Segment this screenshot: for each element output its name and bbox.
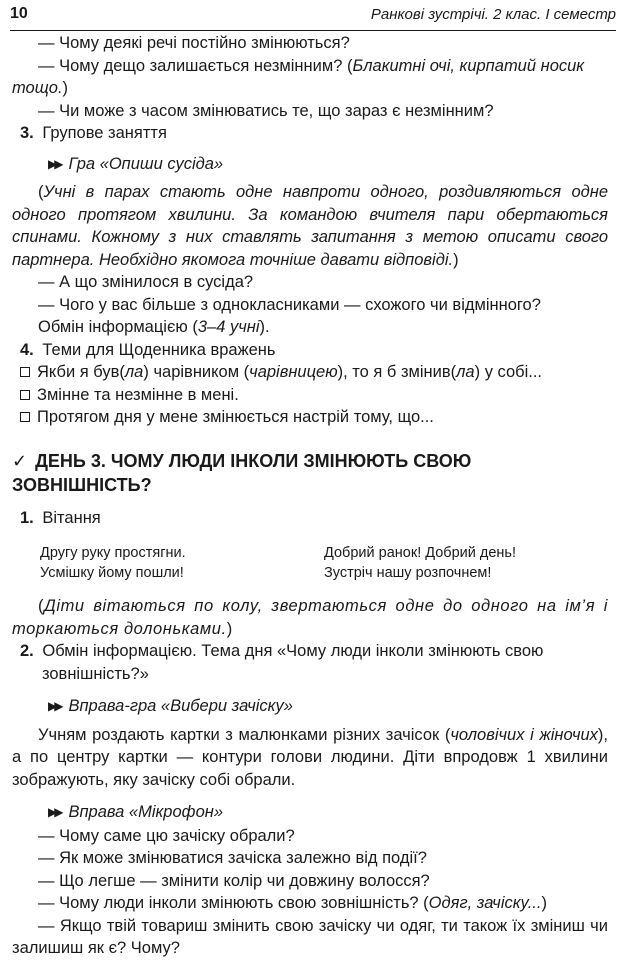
poem-right-column bbox=[324, 543, 608, 583]
page-header bbox=[10, 4, 616, 31]
item-4-heading: 4. Теми для Щоденника вражень bbox=[20, 340, 276, 359]
greeting-instructions: (Діти вітаються по колу, звертаються одне до одного на ім’я і торкаються долоньками.) bbox=[12, 597, 608, 638]
game-title: ▶▶ Гра «Опиши сусіда» bbox=[48, 154, 224, 173]
double-arrow-icon: ▶▶ bbox=[48, 805, 61, 819]
exchange-info: Обмін інформацією (3–4 учні). bbox=[38, 318, 270, 336]
mic-question-1: — Чому саме цю зачіску обрали? bbox=[38, 826, 295, 845]
mic-question-2: — Як може змінюватися зачіска залежно від події? bbox=[38, 849, 427, 867]
day-3-title: ✓ ДЕНЬ 3. ЧОМУ ЛЮДИ ІНКОЛИ ЗМІНЮЮТЬ СВОЮ ЗОВНІШНІСТЬ? bbox=[12, 450, 472, 495]
poem-line: Другу руку простягни. bbox=[40, 545, 186, 561]
item-2-heading: 2. Обмін інформацією. Тема дня «Чому люди інколи змінюють свою зовнішність?» bbox=[20, 642, 544, 683]
checkmark-icon: ✓ bbox=[12, 450, 28, 471]
mic-question-5: — Якщо твій товариш змінить свою зачіску чи одяг, ти також їх зміниш чи залишиш як є? Чому? bbox=[12, 916, 608, 957]
mic-question-3: — Що легше — змінити колір чи довжину волосся? bbox=[38, 871, 430, 890]
page-number: 10 bbox=[10, 5, 28, 22]
game-instructions: (Учні в парах стають одне навпроти одного, роздивляються одне одного протягом хвилини. За командою вчителя пари обертаються спинами. Кожному з них ставлять запитання з метою описати свого партнера. Необхідно якомога точніше давати відповіді.) bbox=[12, 183, 608, 269]
exercise-1-text: Учням роздають картки з малюнками різних зачісок (чоловічих і жіночих), а по центру картки — контури голови людини. Діти впродовж 1 хвилини зображують, яку зачіску собі обрали. bbox=[12, 725, 609, 789]
exercise-1-title: ▶▶ Вправа-гра «Вибери зачіску» bbox=[48, 697, 293, 715]
checkbox-bullet-icon bbox=[20, 412, 30, 422]
list-item: Змінне та незмінне в мені. bbox=[12, 384, 608, 407]
checkbox-bullet-icon bbox=[20, 367, 30, 377]
poem-line: Усмішку йому пошли! bbox=[40, 565, 184, 581]
double-arrow-icon: ▶▶ bbox=[48, 699, 61, 713]
question-1: — Чому деякі речі постійно змінюються? bbox=[38, 34, 350, 52]
game-question-1: — А що змінилося в сусіда? bbox=[38, 273, 254, 291]
poem-line: Зустріч нашу розпочнем! bbox=[324, 565, 492, 581]
poem-line: Добрий ранок! Добрий день! bbox=[324, 545, 517, 561]
list-item: Протягом дня у мене змінюється настрій тому, що... bbox=[12, 406, 608, 429]
question-2: — Чому дещо залишається незмінним? (Блакитні очі, кирпатий носик тощо.) bbox=[12, 56, 585, 97]
exercise-2-title: ▶▶ Вправа «Мікрофон» bbox=[48, 803, 224, 821]
greeting-poem bbox=[40, 543, 608, 583]
list-item: Якби я був(ла) чарівником (чарівницею), то я б змінив(ла) у собі... bbox=[12, 361, 608, 384]
running-title: Ранкові зустрічі. 2 клас. І семестр bbox=[370, 6, 616, 23]
double-arrow-icon: ▶▶ bbox=[48, 156, 61, 171]
checkbox-bullet-icon bbox=[20, 390, 30, 400]
game-question-2: — Чого у вас більше з однокласниками — схожого чи відмінного? bbox=[38, 295, 541, 314]
item-3-heading: 3. Групове заняття bbox=[20, 124, 167, 142]
item-1-heading: 1. Вітання bbox=[20, 508, 101, 527]
page-content bbox=[12, 32, 608, 960]
question-3: — Чи може з часом змінюватись те, що зараз є незмінним? bbox=[38, 101, 494, 120]
poem-left-column bbox=[40, 543, 324, 583]
mic-question-4: — Чому люди інколи змінюють свою зовнішність? (Одяг, зачіску...) bbox=[38, 894, 547, 912]
